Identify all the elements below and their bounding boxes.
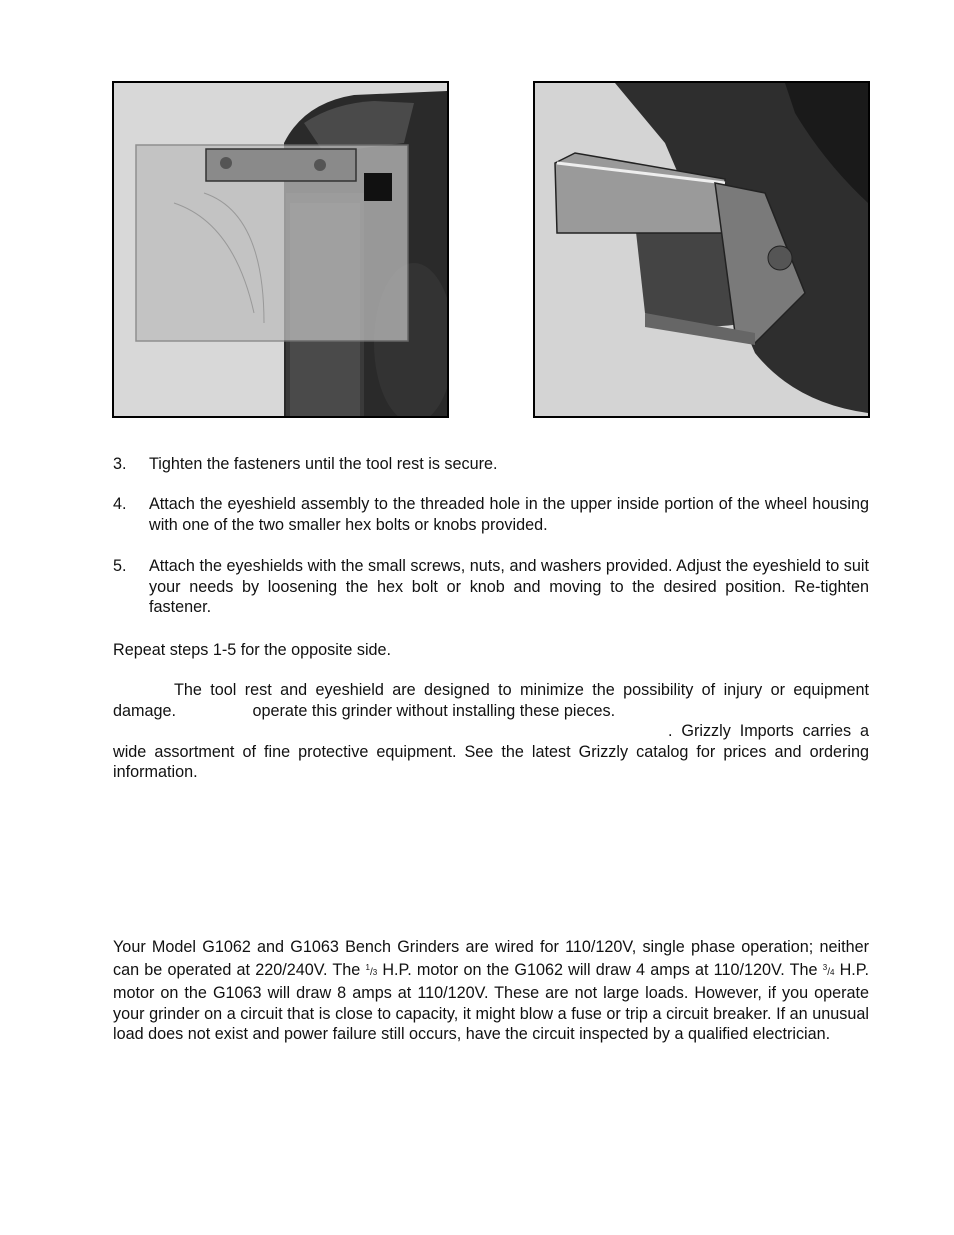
eyeshield-photo: [112, 81, 449, 418]
electrical-part-3: H.P. motor on the G1063 will draw 8 amps at 110/120V. These are not large loads. However, if you operate your grinder on a circuit that is close to capacity, it might blow a fuse or trip a circuit breaker. If an unusual load does not exist and power failure still occurs, have the circuit inspected by a qualified electrician.: [113, 960, 869, 1044]
step-5: [113, 556, 869, 618]
fraction-three-quarters: $^3$/4: [822, 962, 835, 978]
step-text: Attach the eyeshield assembly to the threaded hole in the upper inside portion of the wheel housing with one of the two smaller hex bolts or knobs provided.: [149, 495, 869, 534]
caution-sentence-2: operate this grinder without installing these pieces.: [252, 701, 616, 720]
caution-line-3: . Grizzly Imports carries a wide assortment of fine protective equipment. See the latest Grizzly catalog for prices and ordering information.: [113, 722, 869, 782]
step-3: [113, 454, 869, 475]
electrical-part-1: Your Model G1062 and G1063 Bench Grinders are wired for 110/120V, single phase operation; neither can be operated at 220/240V. The: [113, 938, 869, 979]
caution-line-1: [113, 680, 869, 721]
step-number: 4.: [113, 495, 127, 513]
electrical-paragraph: [113, 937, 869, 1045]
eyeshield-illustration: [114, 83, 447, 416]
step-4: [113, 494, 869, 535]
step-text: Tighten the fasteners until the tool rest is secure.: [149, 455, 498, 473]
repeat-note: Repeat steps 1-5 for the opposite side.: [113, 641, 392, 659]
step-number: 5.: [113, 557, 127, 575]
tool-rest-photo: [533, 81, 870, 418]
caution-sentence-1: The tool rest and eyeshield are designed to minimize the possibility of injury or equipment damage.: [113, 681, 869, 720]
electrical-part-2: H.P. motor on the G1062 will draw 4 amps at 110/120V. The: [377, 960, 823, 979]
step-number: 3.: [113, 455, 127, 473]
tool-rest-illustration: [535, 83, 868, 416]
step-text: Attach the eyeshields with the small screws, nuts, and washers provided. Adjust the eyeshield to suit your needs by loosening the hex bolt or knob and moving to the desired position. Re-tighten fastener.: [149, 557, 869, 617]
fraction-one-third: $^1$/3: [365, 962, 378, 978]
caution-block: [113, 680, 869, 783]
